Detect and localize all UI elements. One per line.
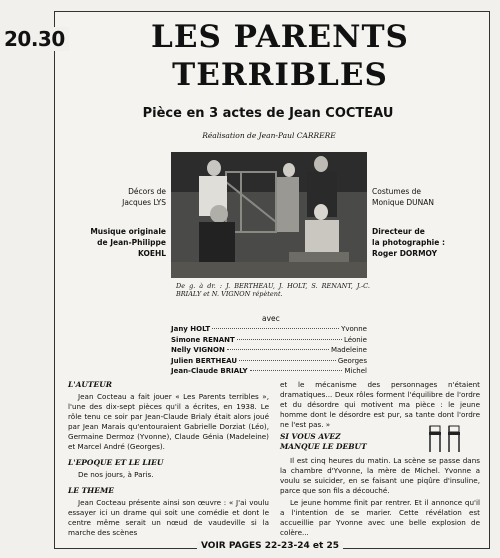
musique-label-2: de Jean-Philippe [97, 238, 166, 247]
cast-actor: Nelly VIGNON [171, 346, 225, 355]
photo-caption: De g. à dr. : J. BERTHEAU, J. HOLT, S. RENANT, J.-C. BRIALY et N. VIGNON répètent. [176, 282, 370, 298]
auteur-text: Jean Cocteau a fait jouer « Les Parents terribles », l'une des dix-sept pièces qu'il a écrites, en 1938. Le rôle tenu ce soir par Jean-Claude Brialy était alors joué par Jean Marais qu'entouraient Gabrielle Dorziat (Léo), Germaine Dermoz (Yvonne), Claude Génia (Madeleine) et Marcel André (Georges). [68, 392, 269, 451]
musique-label: Musique originale [90, 227, 166, 236]
photo-name: Roger DORMOY [372, 249, 438, 258]
title-line-1: LES PARENTS [151, 19, 409, 55]
cast-photo [171, 152, 367, 278]
cast-role: Madeleine [330, 346, 367, 355]
musique-credit [80, 226, 166, 259]
cast-role: Yvonne [341, 325, 367, 333]
chairs-illustration [426, 424, 466, 458]
cast-role: Michel [344, 367, 367, 376]
cast-row [171, 357, 367, 368]
photo-label: Directeur de [372, 227, 425, 236]
cast-actor: Simone RENANT [171, 335, 235, 344]
cast-row [171, 346, 367, 357]
see-pages-footer: VOIR PAGES 22-23-24 et 25 [197, 541, 343, 551]
costumes-label: Costumes de [372, 187, 422, 196]
theme-text-continued: et le mécanisme des personnages n'étaient dramatiques... Deux rôles forment l'équilibre de l'ordre et du désordre qui motivent ma pièce : le jeune homme dont le désordre est pur, sa tante dont l'ordre ne l'est pas. » [280, 380, 480, 429]
cast-actor: Julien BERTHEAU [171, 356, 238, 365]
photography-credit [372, 226, 482, 259]
broadcast-time: 20.30 [4, 27, 69, 51]
manque-heading-2: MANQUE LE DEBUT [280, 442, 367, 451]
musique-name: KOEHL [137, 249, 166, 258]
title-line-2: TERRIBLES [172, 57, 388, 93]
cast-list [171, 325, 367, 378]
cast-row [171, 336, 367, 347]
realisation-credit: Réalisation de Jean-Paul CARRERE [202, 131, 336, 140]
photo-label-2: la photographie : [372, 238, 445, 247]
cast-actor: Jany HOLT [171, 325, 211, 333]
cast-actor: Jean-Claude BRIALY [171, 367, 248, 376]
auteur-heading: L'AUTEUR [68, 380, 113, 389]
manque-text-1: Il est cinq heures du matin. La scène se passe dans la chambre d'Yvonne, la mère de Michel. Yvonne a voulu se suicider, en se faisant une piqûre d'insuline, parce que son fils a découché. [280, 456, 480, 495]
costumes-credit [372, 186, 482, 208]
avec-label: avec [262, 314, 280, 323]
decors-name: Jacques LYS [122, 198, 166, 207]
manque-heading-1: SI VOUS AVEZ [280, 432, 341, 441]
manque-text-2: Le jeune homme finit par rentrer. Et il annonce qu'il a l'intention de se marier. Cette révélation est accueillie par Yvonne avec une belle explosion de colère... [280, 498, 480, 537]
theme-text: Jean Cocteau présente ainsi son œuvre : « J'ai voulu essayer ici un drame qui soit une comédie et dont le centre même serait un nœud de vaudeville si la marche des scènes [68, 498, 269, 537]
decors-label: Décors de [128, 187, 166, 196]
cast-role: Georges [337, 356, 367, 365]
cast-role: Léonie [343, 335, 367, 344]
theme-heading: LE THEME [68, 486, 115, 495]
epoque-heading: L'EPOQUE ET LE LIEU [68, 458, 164, 467]
epoque-text: De nos jours, à Paris. [78, 470, 154, 479]
cast-row [171, 367, 367, 378]
costumes-name: Monique DUNAN [372, 198, 435, 207]
play-subtitle: Pièce en 3 actes de Jean COCTEAU [142, 106, 394, 121]
decors-credit [100, 186, 166, 208]
cast-row [171, 325, 367, 336]
